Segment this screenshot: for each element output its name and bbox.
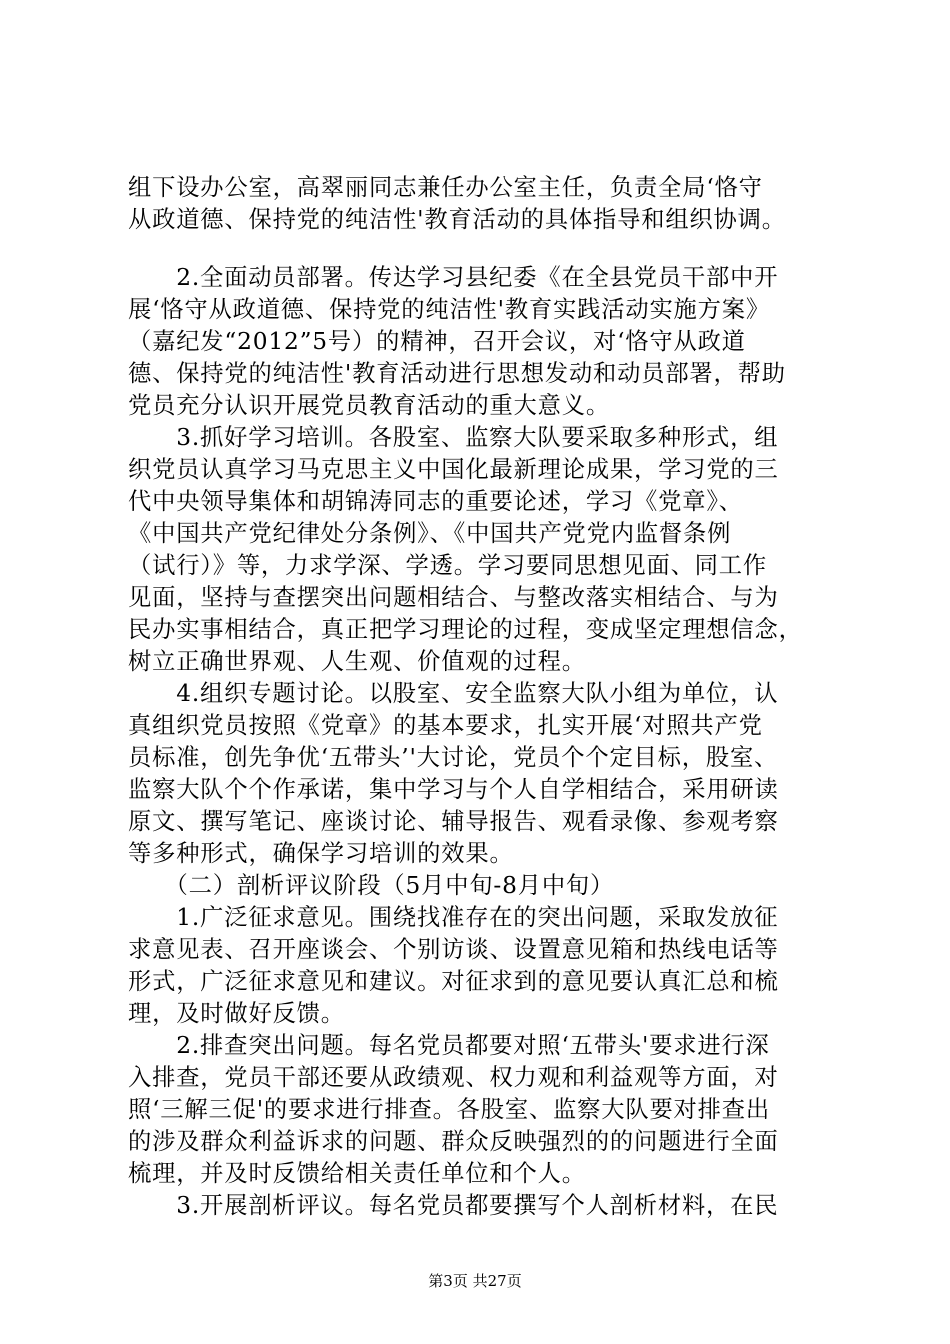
text-line: 的涉及群众利益诉求的问题、群众反映强烈的的问题进行全面 [128,1128,779,1155]
paragraph-gap [128,236,824,262]
document-body [128,172,824,1222]
text-line: （试行）》等，力求学深、学透。学习要同思想见面、同工作 [128,552,767,579]
text-line: （嘉纪发“2012”5号）的精神，召开会议，对‘恪守从政道 [128,328,746,355]
text-line: 监察大队个个作承诺，集中学习与个人自学相结合，采用研读 [128,776,779,803]
text-line: 原文、撰写笔记、座谈讨论、辅导报告、观看录像、参观考察 [128,808,779,835]
text-line: 1.广泛征求意见。围绕找准存在的突出问题，采取发放征 [128,904,779,931]
text-line: 照‘三解三促'的要求进行排查。各股室、监察大队要对排查出 [128,1096,770,1123]
text-line: 理，及时做好反馈。 [128,1000,345,1027]
text-line: 织党员认真学习马克思主义中国化最新理论成果，学习党的三 [128,456,779,483]
text-line: 民办实事相结合，真正把学习理论的过程，变成坚定理想信念， [128,616,803,643]
text-line: 树立正确世界观、人生观、价值观的过程。 [128,648,586,675]
text-line: 等多种形式，确保学习培训的效果。 [128,840,514,867]
text-line: 真组织党员按照《党章》的基本要求，扎实开展‘对照共产党 [128,712,763,739]
text-line: 党员充分认识开展党员教育活动的重大意义。 [128,392,610,419]
text-line: 梳理，并及时反馈给相关责任单位和个人。 [128,1160,586,1187]
text-line: 求意见表、召开座谈会、个别访谈、设置意见箱和热线电话等 [128,936,779,963]
text-line: 展‘恪守从政道德、保持党的纯洁性'教育实践活动实施方案》 [128,296,770,323]
text-line: 3.抓好学习培训。各股室、监察大队要采取多种形式，组 [128,424,779,451]
text-line: 员标准，创先争优‘五带头’'大讨论，党员个个定目标，股室、 [128,744,779,771]
text-line: 组下设办公室，高翠丽同志兼任办公室主任，负责全局‘恪守 [128,174,763,201]
text-line: 见面，坚持与查摆突出问题相结合、与整改落实相结合、与为 [128,584,779,611]
section-heading: （二）剖析评议阶段（5月中旬-8月中旬） [128,872,615,899]
text-line: 3.开展剖析评议。每名党员都要撰写个人剖析材料，在民 [128,1192,779,1219]
text-line: 从政道德、保持党的纯洁性'教育活动的具体指导和组织协调。 [128,206,786,233]
text-line: 《中国共产党纪律处分条例》、《中国共产党党内监督条例 [128,520,732,547]
text-line: 入排查，党员干部还要从政绩观、权力观和利益观等方面，对 [128,1064,779,1091]
text-line: 2.排查突出问题。每名党员都要对照‘五带头'要求进行深 [128,1032,770,1059]
text-line: 德、保持党的纯洁性'教育活动进行思想发动和动员部署，帮助 [128,360,786,387]
text-line: 形式，广泛征求意见和建议。对征求到的意见要认真汇总和梳 [128,968,779,995]
text-line: 2.全面动员部署。传达学习县纪委《在全县党员干部中开 [128,264,779,291]
page-footer: 第3页 共27页 [428,1272,522,1290]
text-line: 代中央领导集体和胡锦涛同志的重要论述，学习《党章》、 [128,488,743,515]
text-line: 4.组织专题讨论。以股室、安全监察大队小组为单位，认 [128,680,779,707]
